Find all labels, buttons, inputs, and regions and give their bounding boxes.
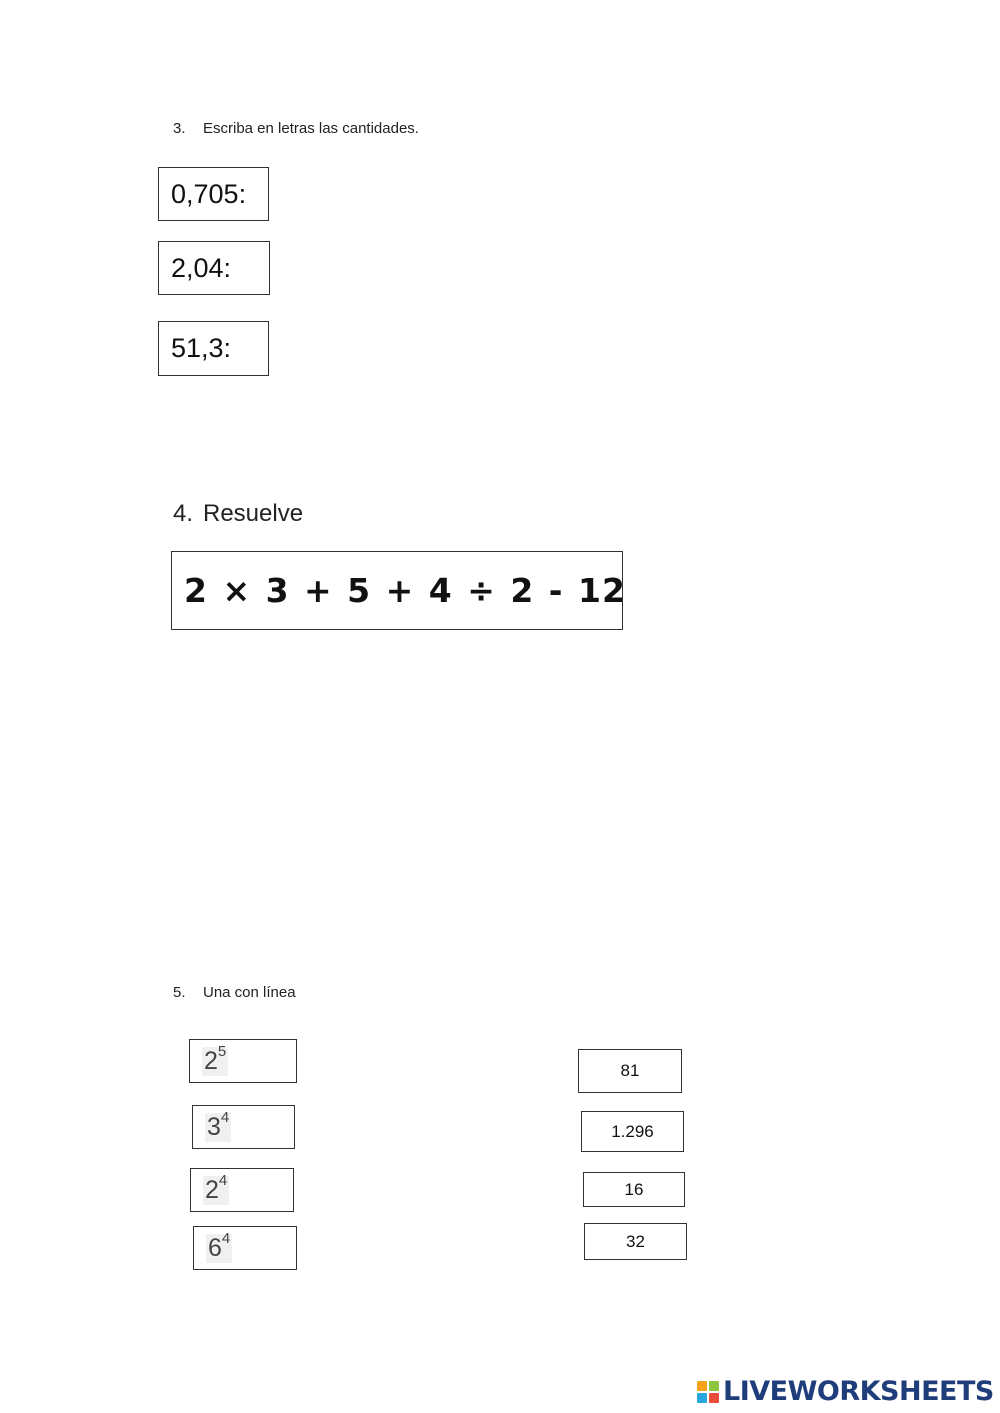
value-label: 1.296 — [611, 1121, 654, 1141]
power-box-2[interactable] — [192, 1105, 295, 1149]
expression-text: 2 × 3 + 5 + 4 ÷ 2 - 12 — [184, 571, 626, 610]
logo-square — [697, 1393, 707, 1403]
logo-mark-icon — [697, 1381, 719, 1403]
section-4-heading — [173, 500, 303, 528]
section-3-number: 3. — [173, 120, 186, 137]
power-expression — [205, 1108, 231, 1142]
value-box-2[interactable] — [581, 1111, 684, 1152]
logo-text: LIVEWORKSHEETS — [723, 1376, 994, 1407]
value-label: 32 — [626, 1231, 645, 1251]
power-box-4[interactable] — [193, 1226, 297, 1270]
power-exponent: 5 — [217, 1042, 227, 1060]
value-label: 16 — [624, 1179, 644, 1199]
section-5-title: Una con línea — [203, 984, 296, 1001]
quantity-label: 2,04: — [171, 252, 232, 283]
power-box-1[interactable] — [189, 1039, 297, 1083]
value-box-3[interactable] — [583, 1172, 685, 1207]
logo-square — [709, 1393, 719, 1403]
power-expression — [202, 1042, 228, 1076]
logo-square — [709, 1381, 719, 1391]
logo-square — [697, 1381, 707, 1391]
section-5-heading — [173, 984, 296, 1001]
value-box-4[interactable] — [584, 1223, 687, 1260]
power-base: 2 — [205, 1175, 219, 1204]
liveworksheets-logo — [697, 1376, 994, 1407]
quantity-label: 51,3: — [171, 333, 232, 363]
power-base: 3 — [207, 1112, 221, 1141]
expression-box — [171, 551, 626, 630]
quantity-box-1 — [158, 167, 269, 221]
section-3-title: Escriba en letras las cantidades. — [203, 120, 419, 137]
power-exponent: 4 — [220, 1108, 230, 1126]
power-expression — [203, 1171, 229, 1205]
power-exponent: 4 — [221, 1229, 231, 1247]
value-box-1[interactable] — [578, 1049, 682, 1093]
power-base: 6 — [208, 1233, 222, 1262]
section-4-number: 4. — [173, 500, 194, 527]
section-5-number: 5. — [173, 984, 186, 1001]
quantity-box-2 — [158, 241, 270, 295]
section-4-title: Resuelve — [203, 500, 304, 527]
value-label: 81 — [620, 1061, 640, 1080]
power-expression — [206, 1229, 232, 1263]
power-exponent: 4 — [218, 1171, 228, 1189]
power-box-3[interactable] — [190, 1168, 294, 1212]
quantity-box-3 — [158, 321, 269, 376]
section-3-heading — [173, 120, 419, 137]
quantity-label: 0,705: — [171, 178, 247, 209]
power-base: 2 — [204, 1046, 218, 1075]
